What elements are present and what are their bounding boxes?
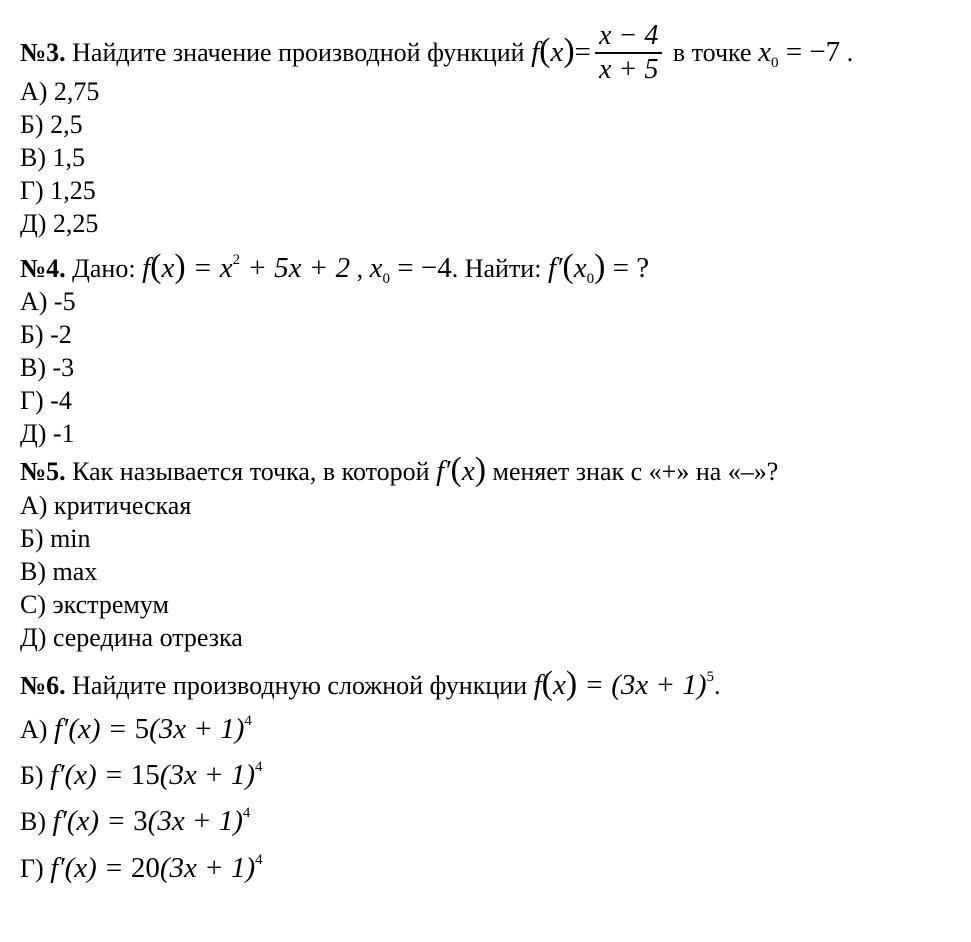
question-3-number: №3. xyxy=(20,37,66,67)
option: А) 2,75 xyxy=(20,77,100,106)
x0-symbol: x xyxy=(573,252,587,284)
question-4-text-2: . Найти: xyxy=(451,254,548,283)
paren: ( xyxy=(541,665,553,702)
expression: = x xyxy=(185,252,233,284)
paren: ( xyxy=(150,248,162,285)
option-label: В) xyxy=(20,807,53,836)
option: Г) -4 xyxy=(20,386,72,415)
x0-value: = −7 xyxy=(778,35,841,68)
period: . xyxy=(840,37,854,67)
variable: x xyxy=(161,252,175,284)
option: Б) 2,5 xyxy=(20,110,83,139)
derivative-lhs: f′(x) = xyxy=(52,805,134,837)
question-5-text: Как называется точка, в которой xyxy=(65,457,437,486)
exponent: 4 xyxy=(242,805,251,821)
x0-value: = −4 xyxy=(390,252,452,284)
question-3-text: Найдите значение производной функций xyxy=(65,37,532,67)
option: В) max xyxy=(20,557,98,586)
expression: = (3x + 1) xyxy=(577,669,707,701)
option-label: А) xyxy=(20,715,54,744)
option: Д) середина отрезка xyxy=(20,623,243,652)
question-3 xyxy=(20,22,853,88)
option-label: Б) xyxy=(20,761,51,790)
fraction-numerator: x − 4 xyxy=(599,20,659,51)
option-label: Г) xyxy=(20,854,51,883)
question-tail: = ? xyxy=(605,252,650,284)
option: Г) 1,25 xyxy=(20,176,96,205)
function-name: f xyxy=(533,669,542,701)
derivative-lhs: f′(x) = xyxy=(53,713,135,745)
answer-option xyxy=(20,798,250,837)
option: С) экстремум xyxy=(20,590,169,619)
question-6-text: Найдите производную сложной функции xyxy=(65,671,534,700)
x0-symbol: x xyxy=(758,35,771,68)
expression: (3x + 1) xyxy=(159,852,256,884)
comma: , xyxy=(350,254,370,283)
paren: ) xyxy=(565,665,578,702)
variable: x xyxy=(552,669,566,701)
question-4-number: №4. xyxy=(20,254,66,283)
x0-subscript: 0 xyxy=(382,271,390,287)
answer-option xyxy=(20,752,263,791)
question-5 xyxy=(20,451,779,488)
option: Д) 2,25 xyxy=(20,209,99,238)
equals-sign: = xyxy=(574,35,592,68)
fraction-denominator: x + 5 xyxy=(595,52,662,86)
option: Б) min xyxy=(20,524,91,553)
function-name: f xyxy=(531,35,540,68)
variable: x xyxy=(461,455,475,487)
paren: ) xyxy=(174,248,186,285)
fraction xyxy=(595,20,662,86)
derivative-symbol: f′ xyxy=(547,252,563,284)
option: А) -5 xyxy=(20,287,76,316)
paren: ( xyxy=(562,248,574,285)
option: Д) -1 xyxy=(20,419,75,448)
exponent: 4 xyxy=(255,852,263,868)
expression: (3x + 1) xyxy=(149,713,245,745)
paren: ) xyxy=(563,31,575,69)
paren: ( xyxy=(539,31,551,69)
coefficient: 3 xyxy=(133,805,148,837)
answer-option xyxy=(20,845,263,884)
option: В) 1,5 xyxy=(20,143,85,172)
x0-subscript: 0 xyxy=(586,271,595,287)
paren: ) xyxy=(474,451,487,488)
x0-symbol: x xyxy=(369,252,383,284)
coefficient: 20 xyxy=(130,852,160,884)
exponent: 5 xyxy=(706,669,714,685)
exponent: 4 xyxy=(244,713,252,729)
coefficient: 15 xyxy=(130,759,160,791)
question-3-text-2: в точке xyxy=(666,37,759,67)
expression: (3x + 1) xyxy=(159,759,256,791)
question-6-number: №6. xyxy=(20,671,66,700)
question-6 xyxy=(20,662,721,701)
paren: ) xyxy=(594,248,606,285)
option: В) -3 xyxy=(20,353,75,382)
question-4 xyxy=(20,245,649,294)
question-5-number: №5. xyxy=(20,457,66,486)
variable: x xyxy=(550,35,564,68)
paren: ( xyxy=(450,451,462,488)
exponent: 2 xyxy=(232,252,241,268)
derivative-lhs: f′(x) = xyxy=(50,852,131,884)
x0-subscript: 0 xyxy=(770,54,779,71)
expression: (3x + 1) xyxy=(147,805,243,837)
coefficient: 5 xyxy=(134,713,150,745)
option: Б) -2 xyxy=(20,320,72,349)
expression: + 5x + 2 xyxy=(240,252,351,284)
function-name: f xyxy=(142,252,151,284)
option: А) критическая xyxy=(20,491,192,520)
question-4-text: Дано: xyxy=(65,254,143,283)
question-5-text-2: меняет знак с «+» на «–»? xyxy=(486,457,779,486)
exponent: 4 xyxy=(255,759,263,775)
derivative-symbol: f′ xyxy=(436,455,451,487)
derivative-lhs: f′(x) = xyxy=(50,759,131,791)
answer-option xyxy=(20,706,252,745)
period: . xyxy=(714,671,721,700)
